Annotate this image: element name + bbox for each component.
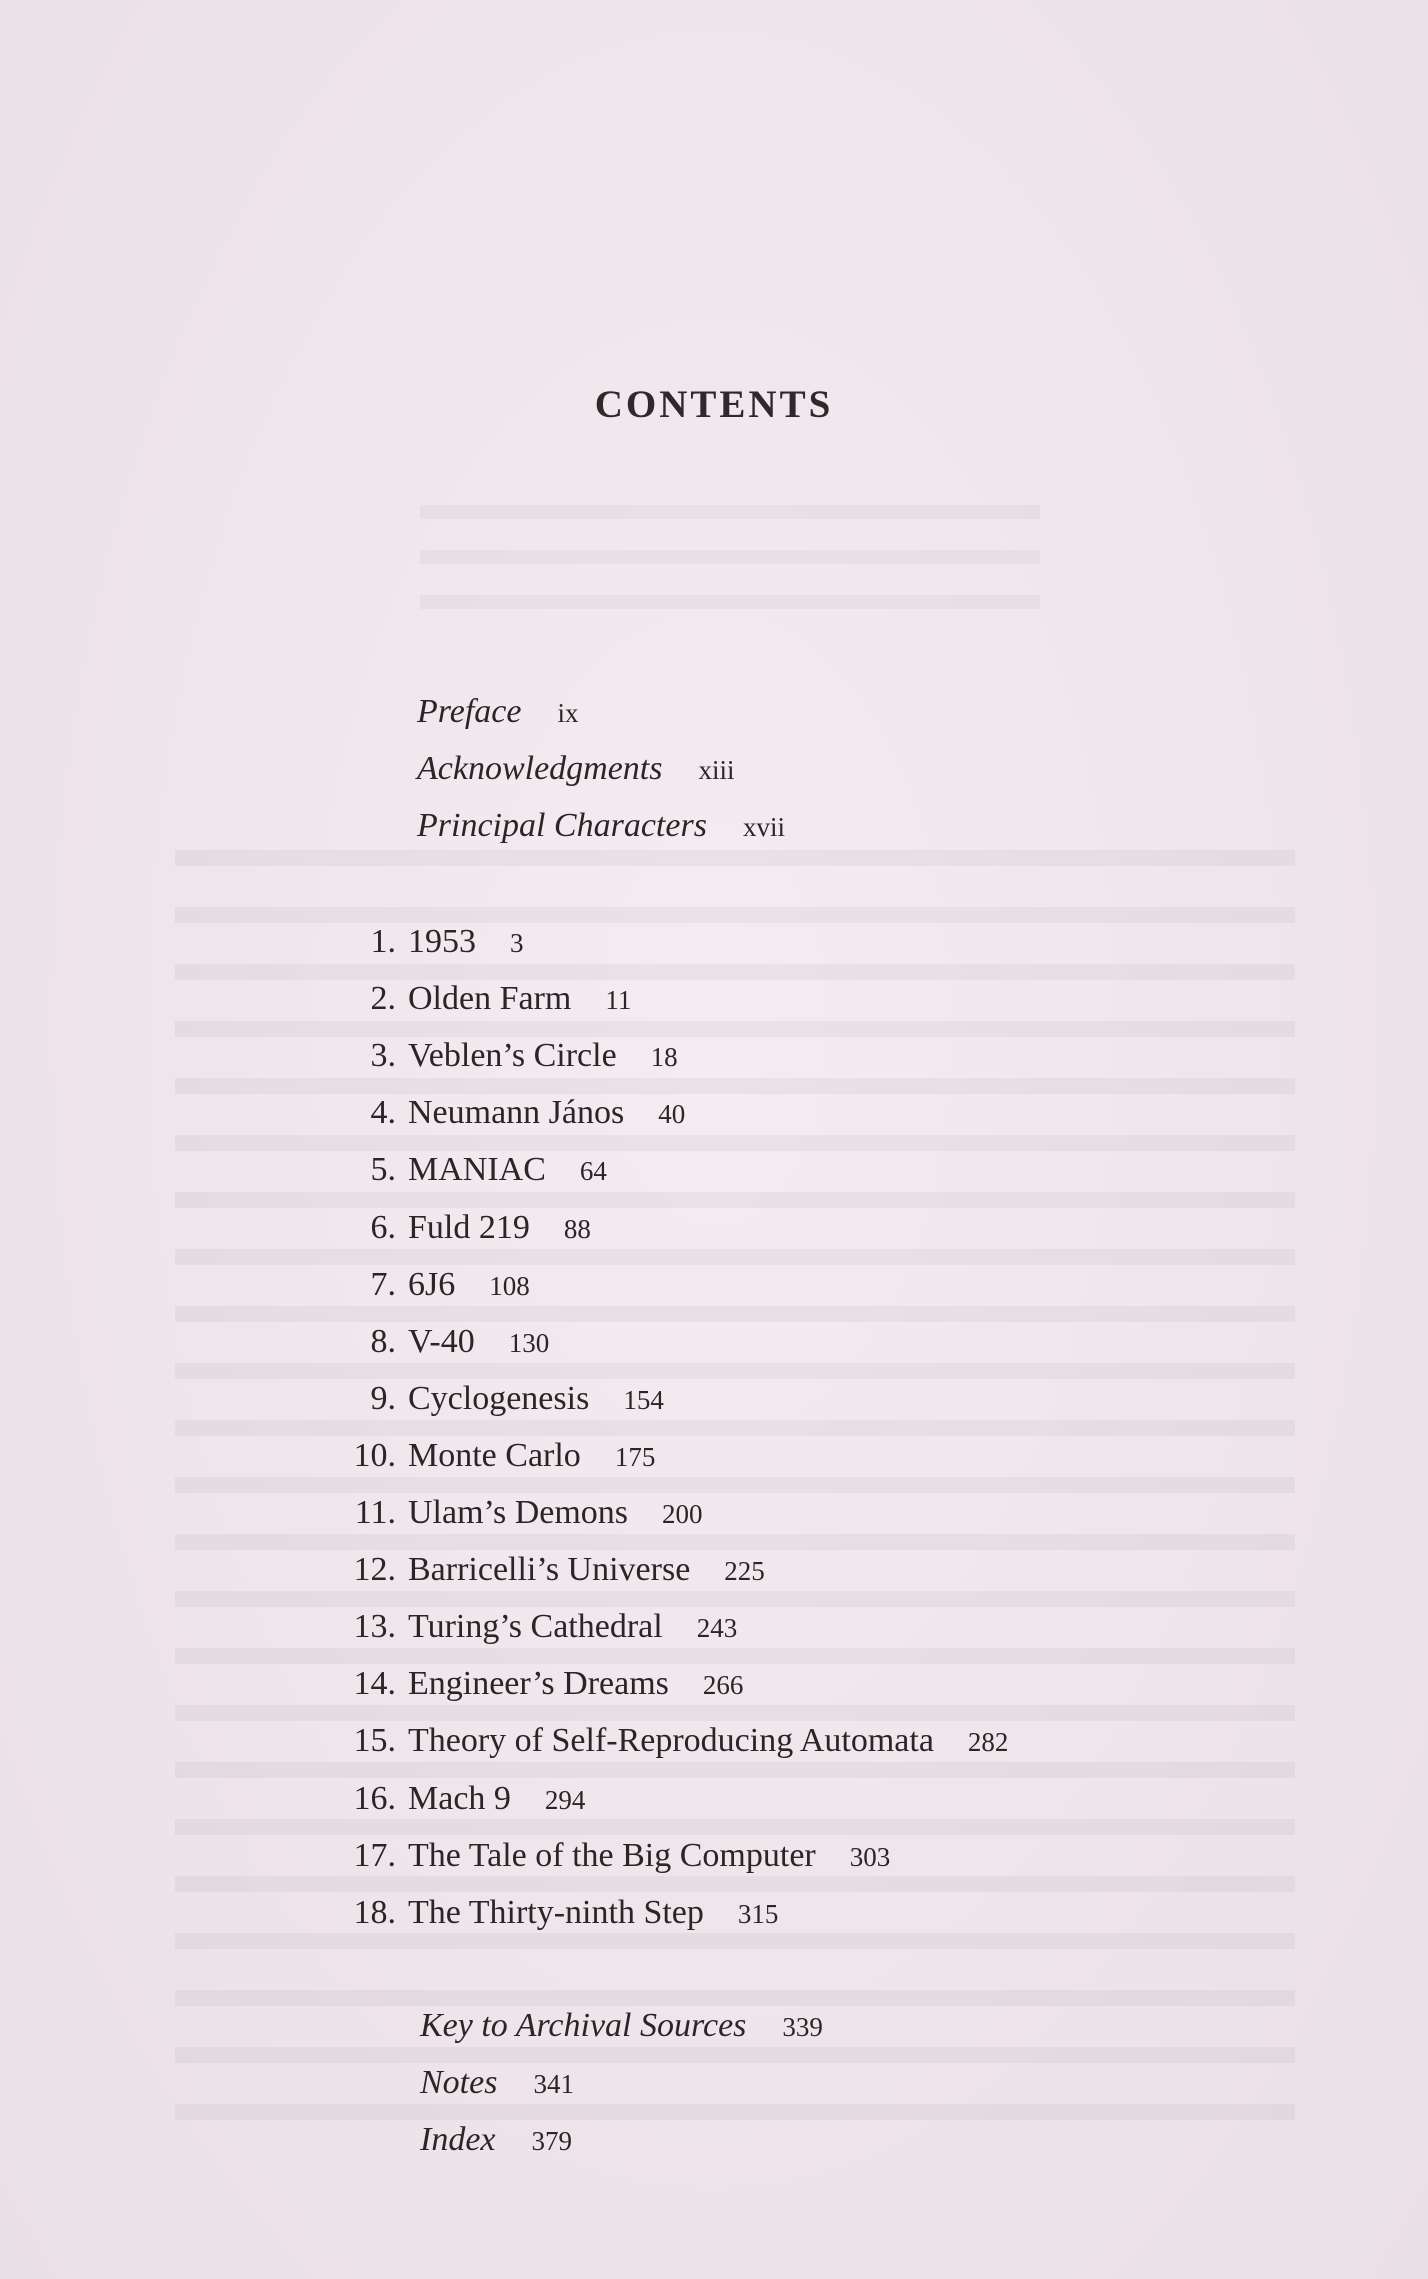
entry-title: Preface <box>417 693 522 730</box>
page-number: 18 <box>650 1042 678 1073</box>
chapter-number: 15. <box>353 1722 396 1760</box>
entry-title: Fuld 219 <box>408 1208 530 1246</box>
entry-title: Principal Characters <box>417 807 707 844</box>
entry-title: Engineer’s Dreams <box>408 1665 669 1703</box>
entry-title: Monte Carlo <box>408 1436 581 1474</box>
chapter-number: 8. <box>370 1322 396 1360</box>
chapter-entry <box>334 922 524 963</box>
page-number: 339 <box>782 2012 823 2042</box>
chapter-entry <box>334 979 631 1020</box>
entry-title: MANIAC <box>408 1151 546 1189</box>
page-number: 64 <box>579 1156 607 1187</box>
chapter-number: 13. <box>353 1608 396 1646</box>
chapter-entry <box>334 1550 765 1591</box>
chapter-entry <box>334 1093 685 1134</box>
page-number: 11 <box>605 985 632 1016</box>
chapter-number: 2. <box>370 980 396 1018</box>
entry-title: Key to Archival Sources <box>420 2007 747 2044</box>
back-matter-entry <box>420 2006 823 2047</box>
chapter-entry <box>334 1893 778 1934</box>
chapter-entry <box>334 1836 890 1877</box>
chapter-number: 10. <box>353 1436 396 1474</box>
back-matter-entry <box>420 2063 574 2104</box>
entry-title: 1953 <box>408 923 476 960</box>
chapter-entry <box>334 1721 1008 1762</box>
entry-title: Acknowledgments <box>417 750 663 787</box>
entry-title: Index <box>420 2121 496 2158</box>
page-number: 282 <box>967 1727 1009 1758</box>
entry-title: Veblen’s Circle <box>408 1037 617 1075</box>
entry-title: Theory of Self-Reproducing Automata <box>408 1722 934 1760</box>
chapter-entry <box>334 1265 530 1306</box>
page-number: 40 <box>658 1099 686 1130</box>
chapter-entry <box>334 1208 591 1249</box>
entry-title: Olden Farm <box>408 980 572 1018</box>
page-number: xiii <box>698 755 735 785</box>
page-number: 315 <box>737 1898 779 1929</box>
entry-title: The Thirty-ninth Step <box>408 1893 704 1931</box>
chapter-number: 1. <box>370 923 396 960</box>
chapter-number: 3. <box>370 1037 396 1075</box>
page-number: 3 <box>510 928 524 958</box>
chapter-entry <box>334 1379 664 1420</box>
entry-title: The Tale of the Big Computer <box>408 1836 816 1874</box>
page-number: 130 <box>508 1327 550 1358</box>
front-matter-entry <box>417 806 785 847</box>
chapter-entry <box>334 1036 678 1077</box>
entry-title: Notes <box>420 2064 498 2101</box>
chapter-number: 4. <box>370 1094 396 1132</box>
entry-title: Neumann János <box>408 1094 625 1132</box>
page-number: 88 <box>563 1213 591 1244</box>
page-number: 243 <box>696 1613 738 1644</box>
chapter-number: 17. <box>353 1836 396 1874</box>
page-number: 341 <box>533 2069 574 2099</box>
page-number: 294 <box>544 1784 586 1815</box>
page-number: 303 <box>849 1841 891 1872</box>
chapter-number: 7. <box>370 1265 396 1303</box>
chapter-number: 6. <box>370 1208 396 1246</box>
chapter-entry <box>334 1607 737 1648</box>
entry-title: Mach 9 <box>408 1779 511 1817</box>
page-number: 154 <box>623 1384 664 1415</box>
chapter-number: 5. <box>370 1151 396 1189</box>
chapter-number: 16. <box>353 1779 396 1817</box>
entry-title: 6J6 <box>408 1265 456 1303</box>
front-matter-entry <box>417 692 578 733</box>
chapter-number: 11. <box>354 1494 396 1531</box>
entry-title: Turing’s Cathedral <box>408 1608 663 1646</box>
entry-title: V-40 <box>408 1322 475 1360</box>
bleed-through-epigraph <box>420 505 1040 625</box>
page-title: CONTENTS <box>594 383 834 426</box>
entry-title: Cyclogenesis <box>408 1379 590 1417</box>
chapter-number: 18. <box>353 1893 396 1931</box>
page-number: 266 <box>702 1670 744 1701</box>
chapter-entry <box>334 1493 703 1534</box>
chapter-number: 9. <box>370 1379 396 1417</box>
chapter-entry <box>334 1779 585 1820</box>
page-number: 175 <box>614 1441 656 1472</box>
page-number: 379 <box>531 2126 573 2156</box>
back-matter-entry <box>420 2120 572 2161</box>
chapter-number: 14. <box>353 1665 396 1703</box>
chapter-entry <box>334 1436 655 1477</box>
page-number: xvii <box>742 812 785 842</box>
page-number: 225 <box>724 1556 765 1587</box>
chapter-entry <box>334 1150 607 1191</box>
front-matter-entry <box>417 749 735 790</box>
chapter-entry <box>334 1664 743 1705</box>
chapter-number: 12. <box>353 1551 396 1589</box>
page-number: 108 <box>489 1270 530 1301</box>
chapter-entry <box>334 1322 549 1363</box>
page-number: 200 <box>662 1499 703 1529</box>
page-number: ix <box>557 698 579 728</box>
entry-title: Ulam’s Demons <box>408 1494 629 1531</box>
entry-title: Barricelli’s Universe <box>408 1551 691 1589</box>
